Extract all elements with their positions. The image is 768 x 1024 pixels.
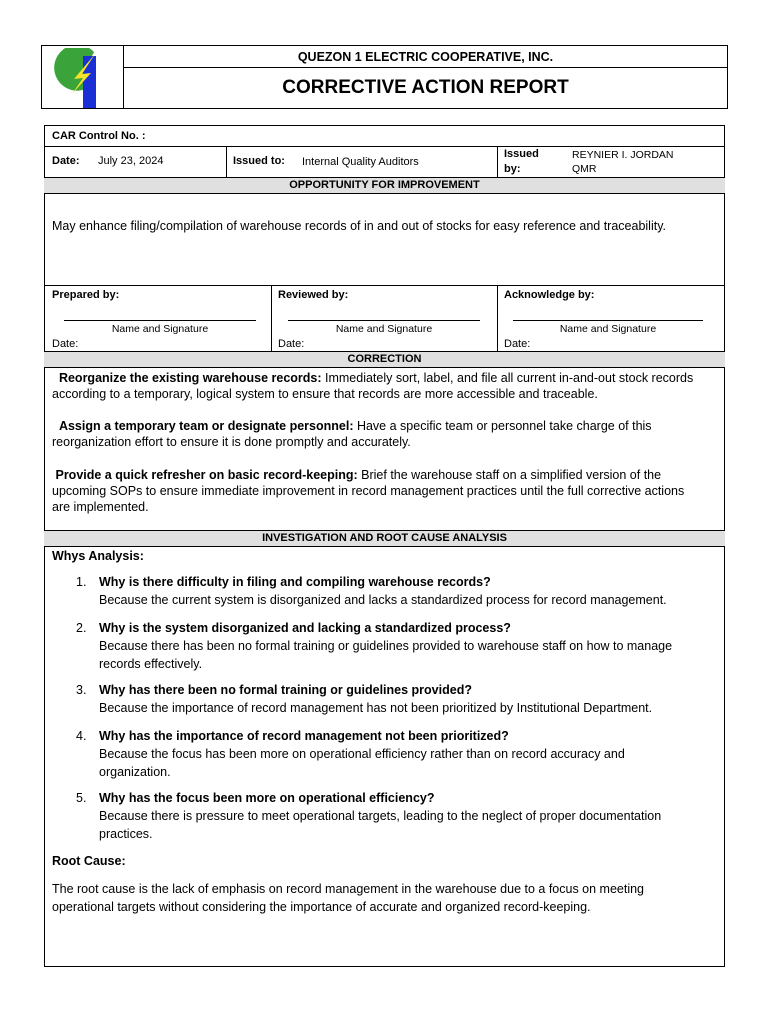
why-question: Why has the focus been more on operational efficiency? <box>99 791 435 805</box>
why-answer: practices. <box>99 827 153 841</box>
correction-item-line <box>52 370 720 386</box>
correction-item-title: Reorganize the existing warehouse records: <box>58 371 322 385</box>
why-question: Why has the importance of record management not been prioritized? <box>99 729 509 743</box>
sig-col-divider-2 <box>497 285 498 351</box>
correction-item <box>52 370 720 402</box>
reviewed-by-label: Reviewed by: <box>278 289 349 301</box>
issued-col-divider <box>497 146 498 177</box>
prepared-signature-line <box>64 320 256 321</box>
why-number: 5. <box>76 791 87 805</box>
acknowledge-signature-caption: Name and Signature <box>559 323 657 335</box>
correction-heading: CORRECTION <box>44 351 725 368</box>
why-number: 2. <box>76 621 87 635</box>
why-number: 1. <box>76 575 87 589</box>
correction-item-line: upcoming SOPs to ensure immediate improvement in record management practices until the full corrective actions <box>52 484 685 498</box>
root-cause-text <box>52 880 720 916</box>
date-label: Date: <box>52 155 80 167</box>
why-answer: Because there is pressure to meet operational targets, leading to the neglect of proper documentation <box>99 809 662 823</box>
correction-item-line <box>52 418 720 434</box>
opportunity-text: May enhance filing/compilation of warehouse records of in and out of stocks for easy reference and traceability. <box>52 219 666 233</box>
why-number: 3. <box>76 683 87 697</box>
correction-item-title: Assign a temporary team or designate personnel: <box>58 419 354 433</box>
correction-item-line: according to a temporary, logical system to ensure that records are more accessible and traceable. <box>52 387 598 401</box>
correction-item <box>52 467 720 515</box>
issued-by-label-2: by: <box>504 163 521 175</box>
issued-to-value: Internal Quality Auditors <box>302 156 419 168</box>
correction-item-text: Have a specific team or personnel take charge of this <box>353 419 652 433</box>
date-col-divider <box>226 146 227 177</box>
whys-label: Whys Analysis: <box>52 549 144 563</box>
company-name: QUEZON 1 ELECTRIC COOPERATIVE, INC. <box>297 50 554 64</box>
acknowledge-by-label: Acknowledge by: <box>504 289 595 301</box>
why-answer: Because the current system is disorganized and lacks a standardized process for record management. <box>99 593 667 607</box>
reviewed-date-label: Date: <box>278 338 305 350</box>
why-item <box>76 789 716 843</box>
why-item <box>76 727 716 781</box>
why-question: Why has there been no formal training or guidelines provided? <box>99 683 472 697</box>
prepared-by-label: Prepared by: <box>52 289 120 301</box>
correction-item <box>52 418 720 450</box>
why-question: Why is the system disorganized and lacking a standardized process? <box>99 621 511 635</box>
why-item <box>76 573 716 609</box>
why-question: Why is there difficulty in filing and compiling warehouse records? <box>99 575 491 589</box>
logo-blue-bar-icon <box>83 56 96 108</box>
investigation-heading: INVESTIGATION AND ROOT CAUSE ANALYSIS <box>44 530 725 547</box>
correction-item-line <box>52 467 720 483</box>
issued-by-title: QMR <box>572 163 597 175</box>
prepared-date-label: Date: <box>52 338 79 350</box>
why-answer: Because the importance of record management has not been prioritized by Institutional Department. <box>99 701 653 715</box>
company-logo <box>50 48 110 108</box>
issued-by-label-1: Issued <box>504 148 539 160</box>
correction-item-text: Immediately sort, label, and file all current in-and-out stock records <box>321 371 694 385</box>
reviewed-signature-caption: Name and Signature <box>335 323 433 335</box>
root-cause-line: The root cause is the lack of emphasis on record management in the warehouse due to a focus on meeting <box>52 882 645 896</box>
root-cause-label: Root Cause: <box>52 854 126 868</box>
why-number: 4. <box>76 729 87 743</box>
why-answer: organization. <box>99 765 171 779</box>
correction-item-text: Brief the warehouse staff on a simplified version of the <box>357 468 662 482</box>
issued-by-name: REYNIER I. JORDAN <box>572 149 674 161</box>
row-divider <box>44 285 725 286</box>
why-answer: Because the focus has been more on operational efficiency rather than on record accuracy and <box>99 747 625 761</box>
prepared-signature-caption: Name and Signature <box>111 323 209 335</box>
header-row-divider <box>123 67 728 68</box>
why-answer: records effectively. <box>99 657 203 671</box>
reviewed-signature-line <box>288 320 480 321</box>
row-divider <box>44 146 725 147</box>
correction-item-line: are implemented. <box>52 500 149 514</box>
acknowledge-date-label: Date: <box>504 338 531 350</box>
acknowledge-signature-line <box>513 320 703 321</box>
page-title: CORRECTIVE ACTION REPORT <box>282 77 569 98</box>
opportunity-heading: OPPORTUNITY FOR IMPROVEMENT <box>44 177 725 194</box>
correction-item-line: reorganization effort to ensure it is done promptly and accurately. <box>52 435 411 449</box>
issued-to-label: Issued to: <box>233 155 285 167</box>
root-cause-line: operational targets without considering the importance of accurate and organized record-keeping. <box>52 900 591 914</box>
why-item <box>76 619 716 673</box>
date-value: July 23, 2024 <box>98 155 164 167</box>
car-control-label: CAR Control No. : <box>52 130 146 142</box>
why-item <box>76 681 716 717</box>
sig-col-divider-1 <box>271 285 272 351</box>
correction-item-title: Provide a quick refresher on basic record-keeping: <box>55 468 358 482</box>
why-answer: Because there has been no formal training or guidelines provided to warehouse staff on how to manage <box>99 639 673 653</box>
